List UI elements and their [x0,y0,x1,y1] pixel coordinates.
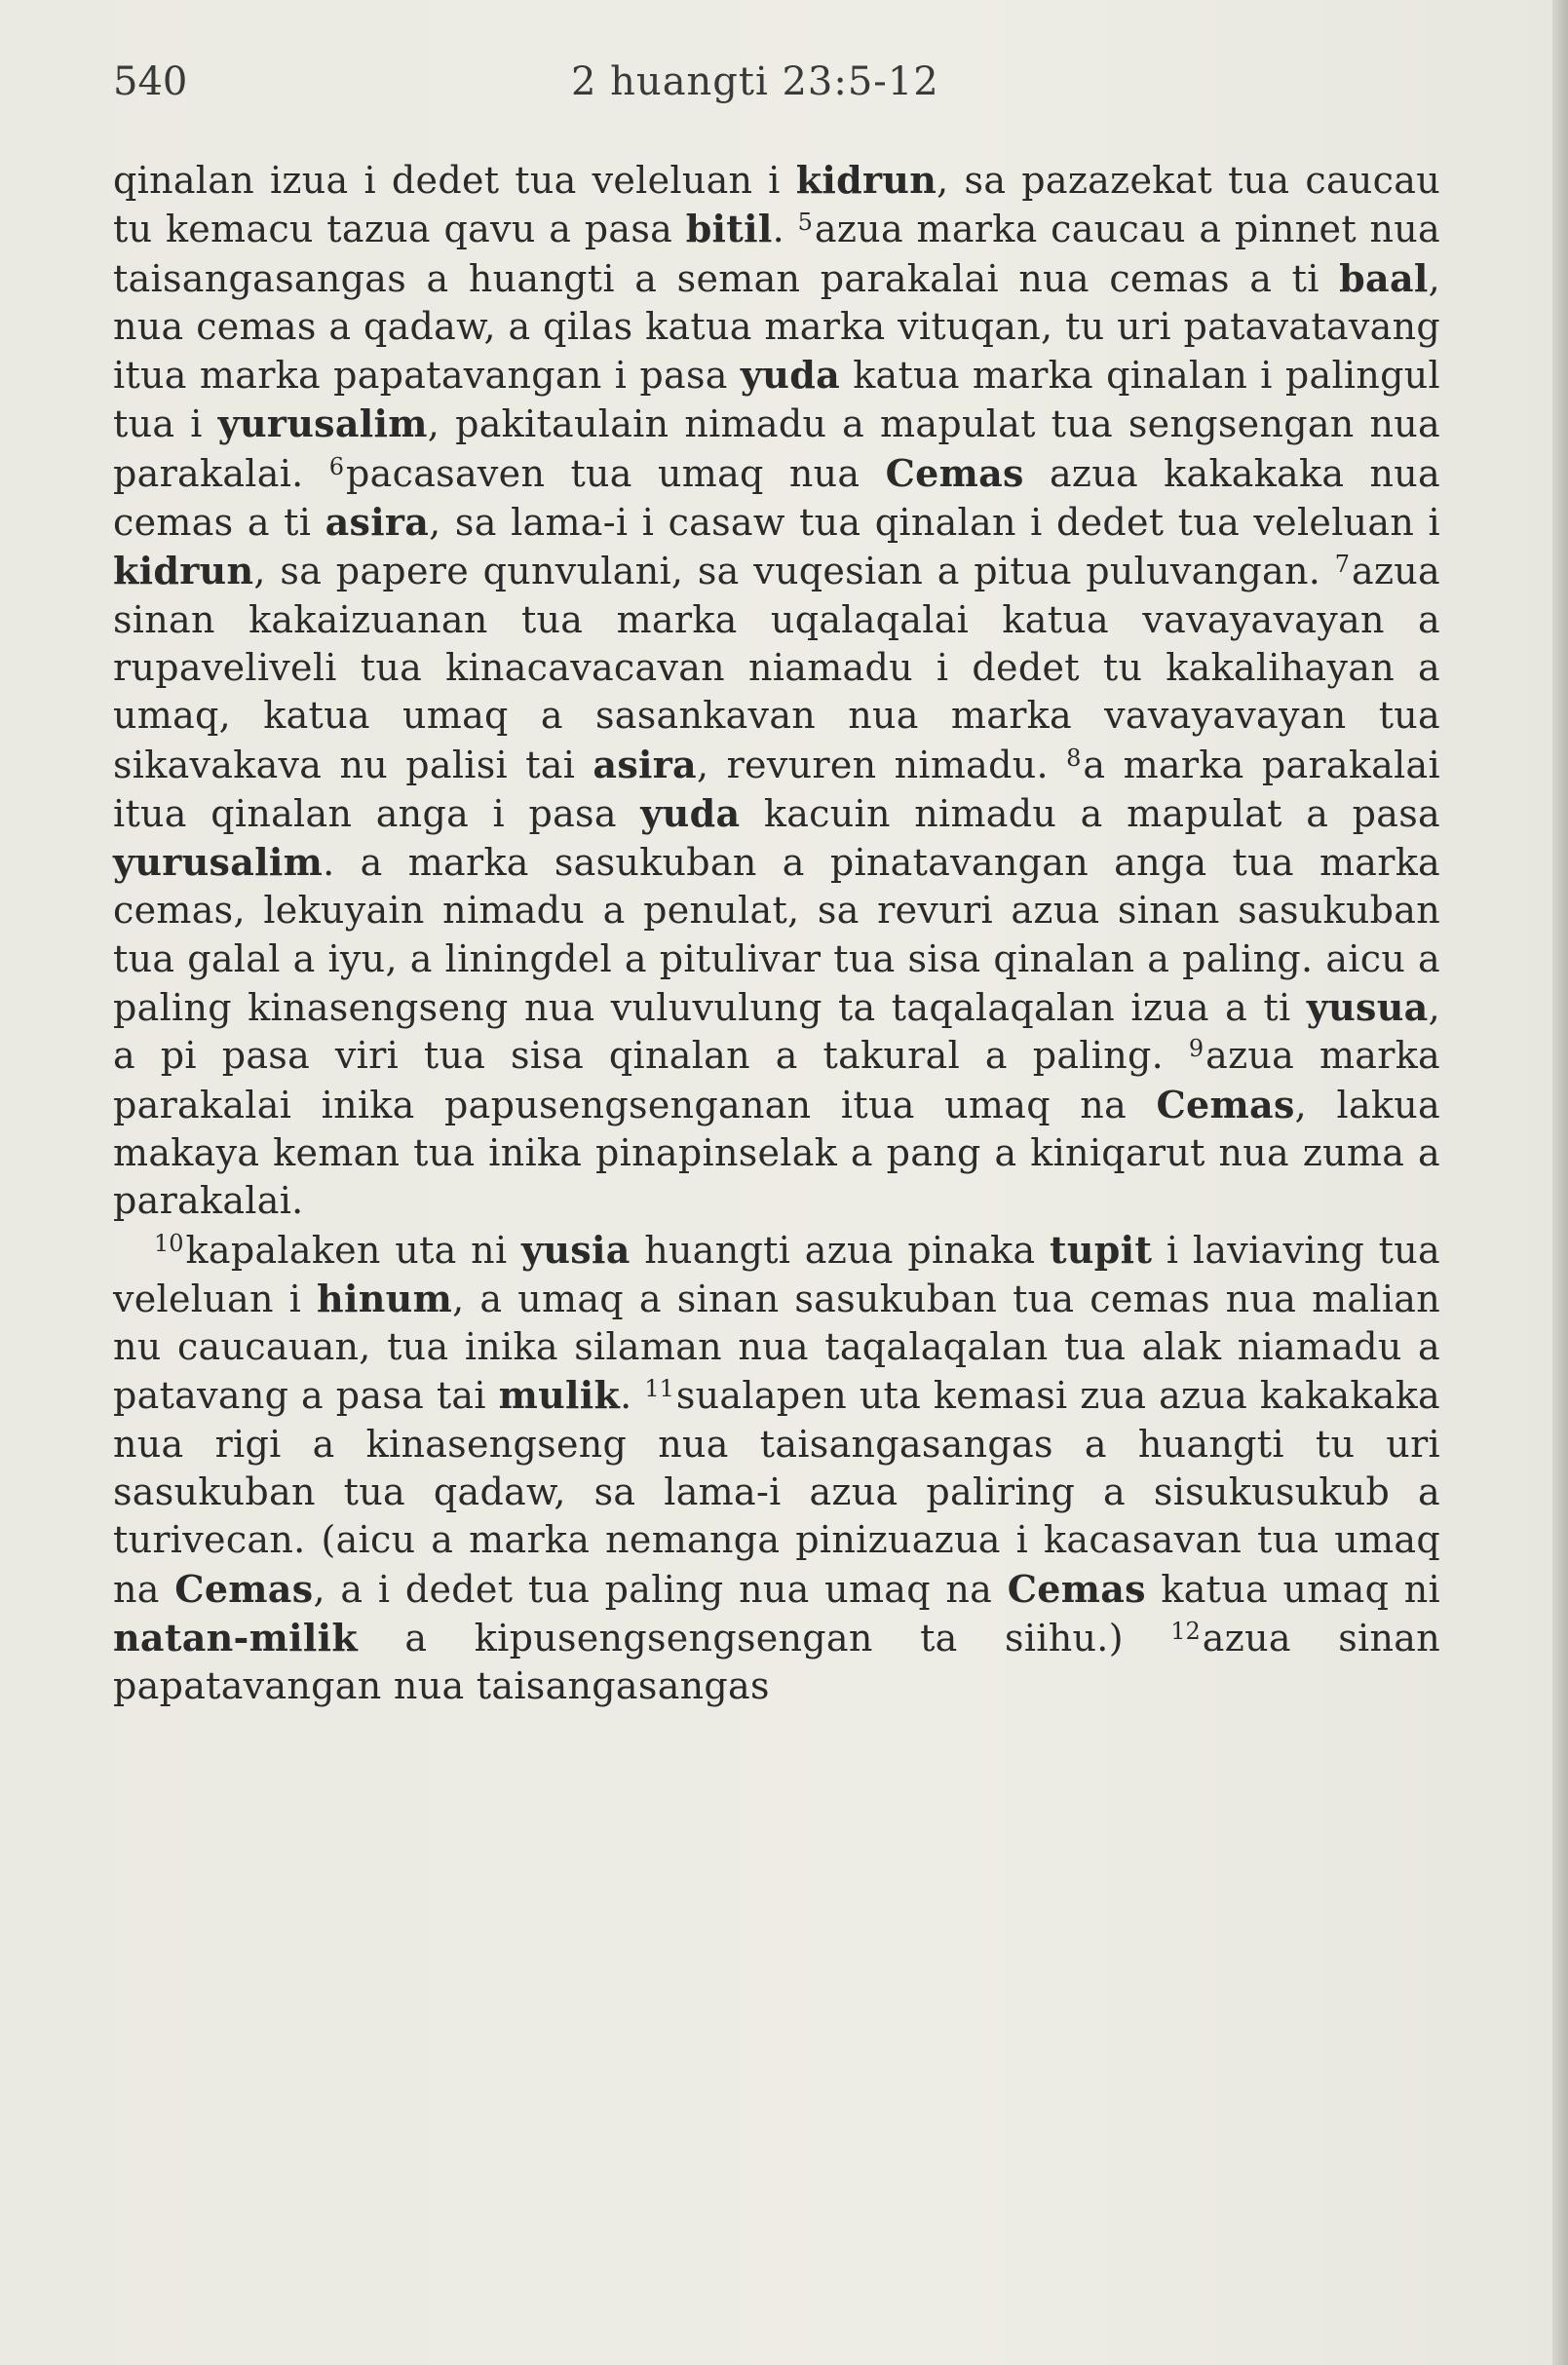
text-run: , sa lama-i i casaw tua qinalan i dedet tua veleluan i [429,501,1440,545]
proper-noun: yurusalim [113,840,324,885]
verse-number: 5 [797,209,813,237]
text-run: , a pi pasa viri tua sisa qinalan a takural a paling. [113,986,1440,1078]
text-run: . a marka sasukuban a pinatavangan anga tua marka cemas, lekuyain nimadu a penulat, sa revuri azua sinan sasukuban tua galal a iyu, a liningdel a pitulivar tua sisa qinalan a paling. aicu a paling kinasengseng nua vuluvulung ta taqalaqalan izua a ti [113,841,1440,1030]
proper-noun: bitil [685,207,773,251]
proper-noun: natan-milik [113,1615,358,1659]
verse-number: 12 [1170,1617,1201,1645]
text-run: katua marka qinalan i palingul tua i [113,354,1440,446]
verse-number: 9 [1188,1035,1205,1063]
verse-number: 7 [1334,551,1350,579]
proper-noun: kidrun [795,158,937,202]
text-run: i laviaving tua veleluan i [113,1228,1440,1320]
body-text [113,156,1440,1711]
text-run: kapalaken uta ni [185,1228,521,1272]
text-run: , sa pazazekat tua caucau tu kemacu tazua qavu a pasa [113,159,1440,251]
proper-noun: yuda [640,790,741,835]
page-header [113,53,1458,111]
text-run: katua umaq ni [1145,1567,1440,1611]
proper-noun: kidrun [113,549,254,593]
proper-noun: asira [325,500,430,545]
verse-number: 11 [644,1375,674,1403]
text-run: pacasaven tua umaq nua [346,451,886,495]
text-run: . [772,208,798,251]
proper-noun: yusia [520,1227,631,1272]
proper-noun: hinum [317,1276,453,1320]
proper-noun: Cemas [1156,1082,1295,1126]
proper-noun: asira [593,742,697,786]
text-run: qinalan izua i dedet tua veleluan i [113,159,796,202]
page-spine-edge [1552,0,1568,2365]
text-run: , a i dedet tua paling nua umaq na [313,1567,1008,1611]
proper-noun: tupit [1050,1227,1153,1272]
text-run: azua sinan kakaizuanan tua marka uqalaqalai katua vavayavayan a rupaveliveli tua kinacavacavan niamadu i dedet tu kakalihayan a umaq, katua umaq a sasankavan nua marka vavayavayan tua sikavakava nu palisi tai [113,550,1440,786]
verse-number: 6 [328,452,345,480]
proper-noun: yusua [1306,985,1429,1030]
text-run: , revuren nimadu. [696,743,1067,786]
text-run: , a umaq a sinan sasukuban tua cemas nua malian nu caucauan, tua inika silaman nua taqalaqalan tua alak niamadu a patavang a pasa tai [113,1277,1441,1418]
proper-noun: Cemas [885,450,1024,495]
verse-number: 8 [1066,744,1082,772]
text-run: , nua cemas a qadaw, a qilas katua marka vituqan, tu uri patavatavang itua marka papatavangan i pasa [113,256,1440,398]
paragraph [113,1226,1440,1711]
text-run: , lakua makaya keman tua inika pinapinselak a pang a kiniqarut nua zuma a parakalai. [113,1083,1440,1223]
text-run: huangti azua pinaka [630,1228,1051,1272]
proper-noun: mulik [498,1373,621,1418]
text-run: , pakitaulain nimadu a mapulat tua sengsengan nua parakalai. [113,402,1441,495]
text-run: a marka parakalai itua qinalan anga i pasa [113,743,1440,835]
running-head: 2 huangti 23:5-12 [571,59,939,104]
text-run: azua kakakaka nua cemas a ti [113,451,1441,545]
proper-noun: baal [1339,255,1429,300]
proper-noun: yurusalim [217,401,428,446]
verse-number: 10 [154,1229,184,1257]
text-run: kacuin nimadu a mapulat a pasa [740,791,1440,835]
text-run: . [620,1374,645,1418]
proper-noun: Cemas [174,1566,314,1611]
paragraph [113,156,1440,1226]
proper-noun: yuda [740,353,841,398]
text-run: sualapen uta kemasi zua azua kakakaka nua rigi a kinasengseng nua taisangasangas a huangti tu uri sasukuban tua qadaw, sa lama-i azua paliring a sisukusukub a turivecan. (aicu a marka nemanga pinizuazua i kacasavan tua umaq na [113,1374,1440,1611]
text-run: azua sinan papatavangan nua taisangasangas [113,1616,1440,1708]
proper-noun: Cemas [1007,1566,1146,1611]
text-run: azua marka parakalai inika papusengsenganan itua umaq na [113,1034,1440,1126]
text-run: a kipusengsengsengan ta siihu.) [357,1616,1171,1659]
text-run: , sa papere qunvulani, sa vuqesian a pitua puluvangan. [253,550,1335,593]
text-run: azua marka caucau a pinnet nua taisangasangas a huangti a seman parakalai nua cemas a ti [113,208,1440,300]
page-number: 540 [113,59,188,104]
